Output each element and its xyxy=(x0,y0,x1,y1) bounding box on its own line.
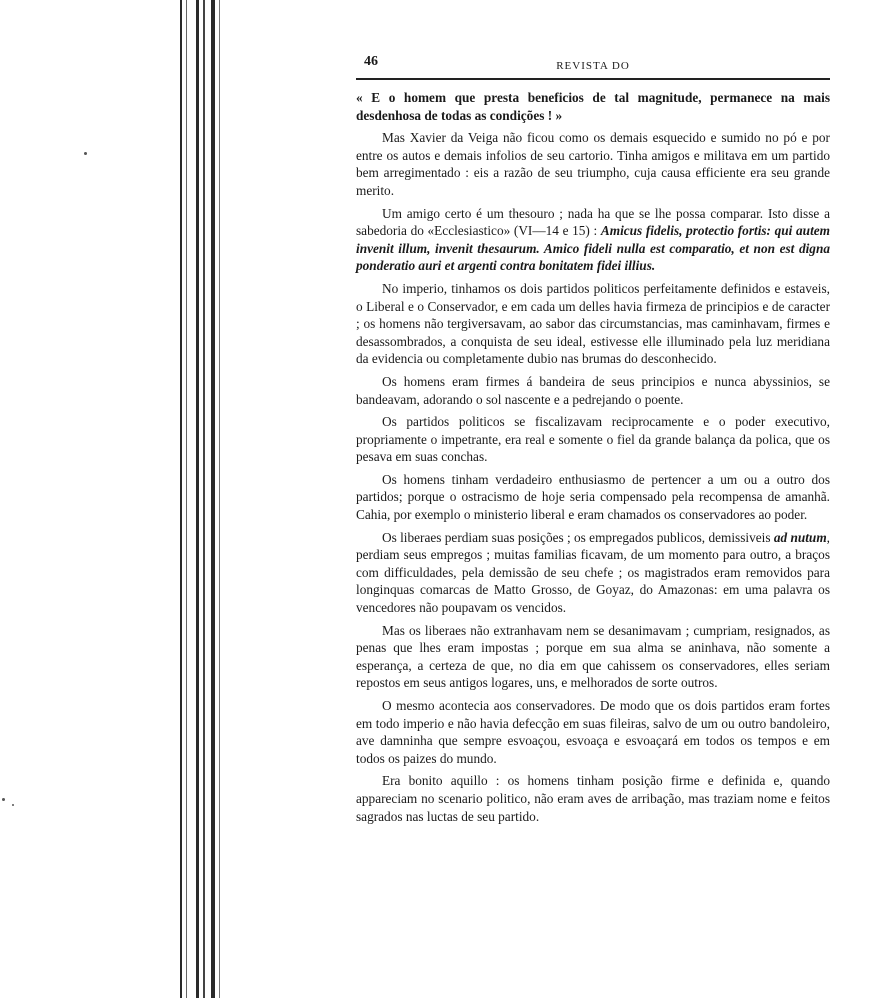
paragraph xyxy=(356,205,830,275)
paragraph: No imperio, tinhamos os dois partidos politicos perfeitamente definidos e estaveis, o Liberal e o Conservador, e em cada um delles havia firmeza de principios e de caracter ; os homens não tergiversavam, ao sabor das circumstancias, mas caminhavam, firmes e desassombrados, a conquista de seu ideal, estivesse elle illuminado pela luz meridiana da evidencia ou completamente dubio nas brumas do desconhecido. xyxy=(356,280,830,367)
paragraph: Mas Xavier da Veiga não ficou como os demais esquecido e sumido no pó e por entre os autos e demais infolios de seu cartorio. Tinha amigos e militava em um partido bem arregimentado : eis a razão de seu triumpho, cuja causa efficiente era seu grande merito. xyxy=(356,130,830,198)
running-title: REVISTA DO xyxy=(556,60,630,72)
paragraph: Os homens eram firmes á bandeira de seus principios e nunca abyssinios, se bandeavam, adorando o sol nascente e a pedrejando o poente. xyxy=(356,373,830,407)
paragraph: O mesmo acontecia aos conservadores. De modo que os dois partidos eram fortes em todo imperio e não havia defecção em suas fileiras, salvo de um ou outro bandoleiro, ave damninha que sempre esvoaçou, esvoaça e esvoaçará em todos os tempos e em todos os paizes do mundo. xyxy=(356,698,830,766)
page-number: 46 xyxy=(364,54,378,69)
paragraph: Era bonito aquillo : os homens tinham posição firme e definida e, quando appareciam no scenario politico, não eram aves de arribação, mas traziam nome e feitos sagrados nas luctas de seu partido. xyxy=(356,773,830,824)
paragraph-text: , perdiam seus empregos ; muitas familias ficavam, de um momento para outro, a braços com difficuldades, pela demissão de seu chefe ; os magistrados eram removidos para longinquas comarcas de Matto Grosso, de Goyaz, do Amazonas: em uma palavra os vencedores não poupavam os vencidos. xyxy=(356,529,830,616)
running-head xyxy=(356,48,830,72)
latin-quotation: Amicus fidelis, protectio fortis: qui autem invenit illum, invenit thesaurum. Amico fideli nulla est comparatio, et non est digna ponderatio auri et argenti contra bonitatem fidei illius. xyxy=(356,223,831,274)
book-page xyxy=(356,48,830,830)
paragraph xyxy=(356,529,830,617)
header-rule xyxy=(356,78,830,83)
binding-gutter xyxy=(0,0,230,998)
paragraph: Mas os liberaes não extranhavam nem se desanimavam ; cumpriam, resignados, as penas que lhes eram impostas ; porque em sua alma se aninhava, não somente a esperança, a certeza de que, no dia em que cahissem os conservadores, elles seriam repostos em seus antigos logares, uns, e melhorados de sorte outros. xyxy=(356,622,830,691)
paragraph-text: Os liberaes perdiam suas posições ; os empregados publicos, demissiveis xyxy=(382,529,774,545)
paragraph: Os homens tinham verdadeiro enthusiasmo de pertencer a um ou a outro dos partidos; porque o ostracismo de hoje seria compensado pela recompensa de amanhã. Cahia, por exemplo o ministerio liberal e eram chamados os conservadores ao poder. xyxy=(356,471,830,523)
latin-phrase: ad nutum xyxy=(773,529,827,545)
paragraph: Os partidos politicos se fiscalizavam reciprocamente e o poder executivo, propriamente o impetrante, era real e somente o fiel da grande balança da polica, que os pesava em suas conchas. xyxy=(356,414,830,465)
paragraph-text: Um amigo certo é um thesouro ; nada ha que se lhe possa comparar. Isto disse a sabedoria do «Ecclesiastico» (VI—14 e 15) : xyxy=(356,205,830,239)
paragraph-quote: « E o homem que presta beneficios de tal magnitude, permanece na mais desdenhosa de todas as condições ! » xyxy=(356,90,830,123)
